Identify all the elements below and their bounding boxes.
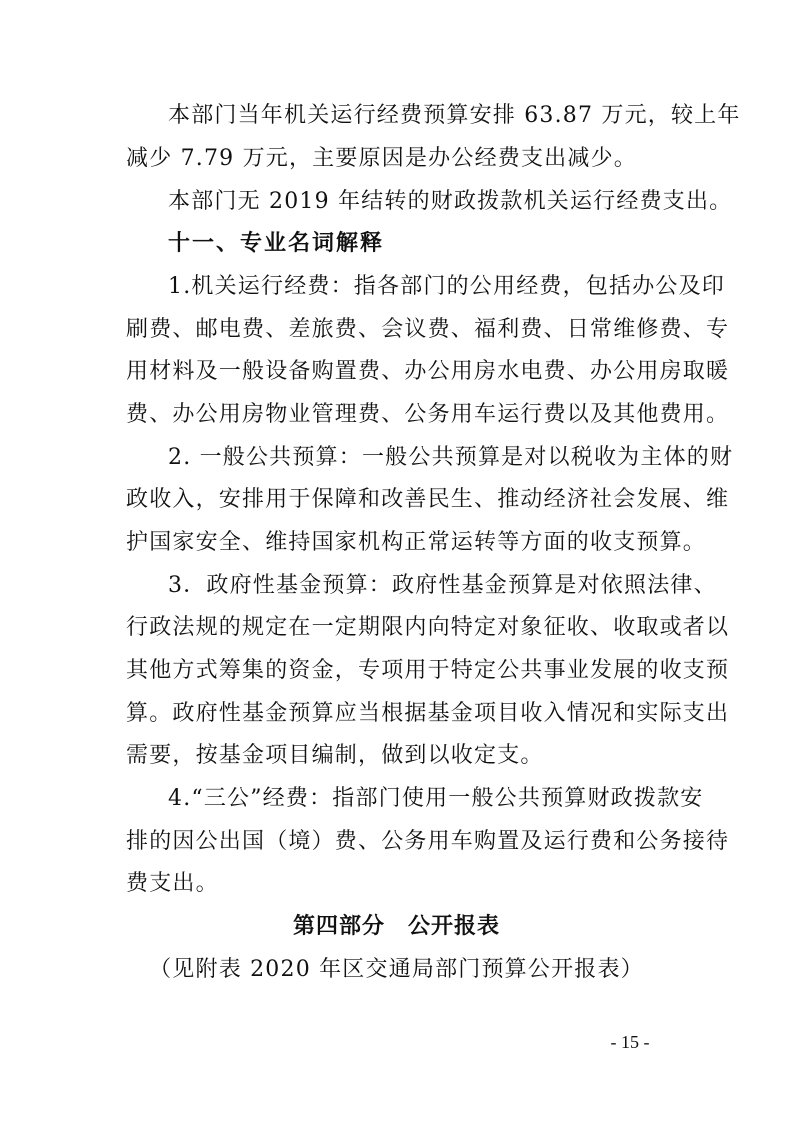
text-line: 其他方式筹集的资金，专项用于特定公共事业发展的收支预	[126, 658, 730, 683]
text-line: 2. 一般公共预算：一般公共预算是对以税收为主体的财	[168, 445, 734, 470]
text-line: 行政法规的规定在一定期限内向特定对象征收、收取或者以	[126, 615, 730, 640]
section-heading: 十一、专业名词解释	[168, 231, 385, 256]
text-line: 排的因公出国（境）费、公务用车购置及运行费和公务接待	[126, 829, 730, 854]
text-line: 3．政府性基金预算：政府性基金预算是对依照法律、	[168, 573, 717, 598]
text-line: 4.“三公”经费：指部门使用一般公共预算财政拨款安	[168, 786, 704, 811]
text-line: 减少 7.79 万元，主要原因是办公经费支出减少。	[126, 146, 637, 171]
text-line: 1.机关运行经费：指各部门的公用经费，包括办公及印	[168, 274, 725, 299]
text-line: 算。政府性基金预算应当根据基金项目收入情况和实际支出	[126, 701, 730, 726]
text-line: 需要，按基金项目编制，做到以收定支。	[126, 743, 544, 768]
page-number: - 15 -	[610, 1032, 650, 1052]
text-line: 政收入，安排用于保障和改善民生、推动经济社会发展、维	[126, 487, 730, 512]
text-line: 本部门当年机关运行经费预算安排 63.87 万元，较上年	[168, 103, 741, 128]
text-line: 护国家安全、维持国家机构正常运转等方面的收支预算。	[126, 530, 707, 555]
text-line: 用材料及一般设备购置费、办公用房水电费、办公用房取暖	[126, 359, 730, 384]
part-title: 第四部分 公开报表	[292, 914, 500, 939]
text-line: 本部门无 2019 年结转的财政拨款机关运行经费支出。	[168, 189, 733, 214]
text-line: 刷费、邮电费、差旅费、会议费、福利费、日常维修费、专	[126, 317, 730, 342]
attachment-note: （见附表 2020 年区交通局部门预算公开报表）	[149, 957, 644, 982]
text-line: 费、办公用房物业管理费、公务用车运行费以及其他费用。	[126, 402, 730, 427]
text-line: 费支出。	[126, 871, 219, 896]
